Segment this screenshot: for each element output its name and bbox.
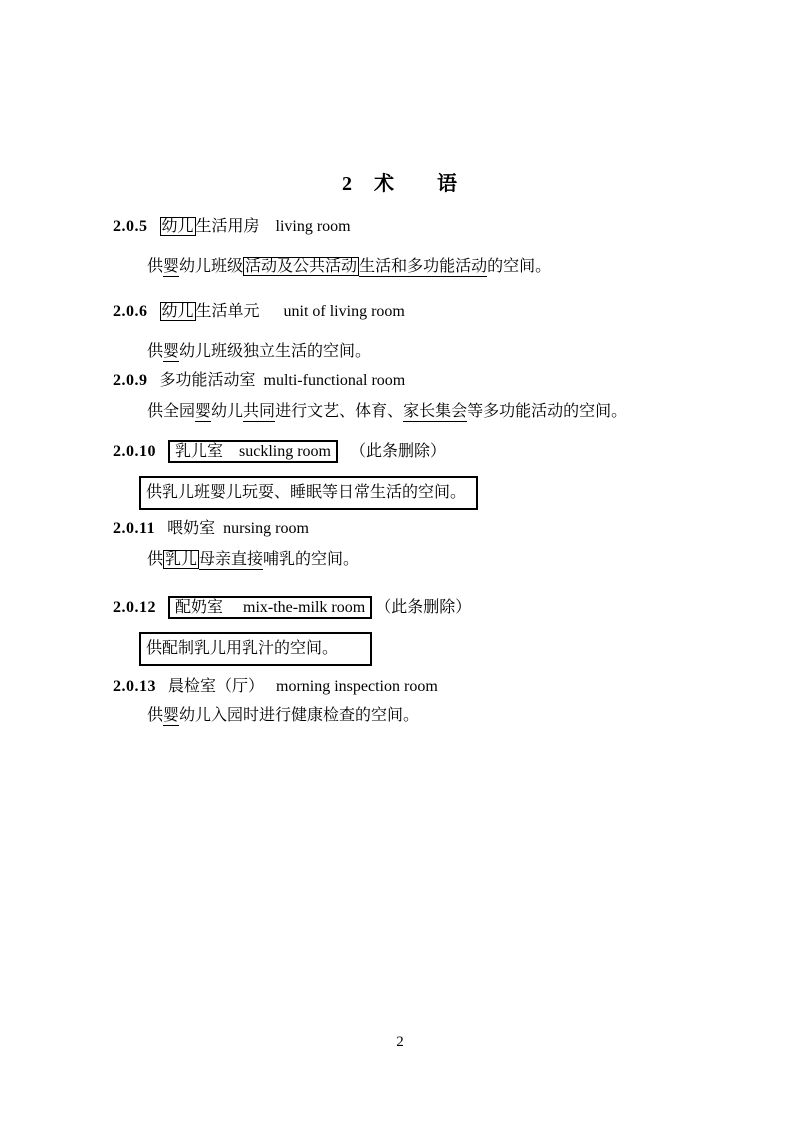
term-text: 喂奶室 nursing room: [167, 520, 309, 537]
term-section: [0, 299, 800, 365]
inserted-text: 共同: [243, 403, 276, 420]
definition-segment: 哺乳的空间。: [263, 551, 360, 568]
term-heading: [113, 439, 800, 465]
section-number: 2.0.9: [113, 372, 148, 389]
term-definition: [147, 547, 800, 573]
definition-segment: 供全园: [147, 403, 196, 420]
inserted-text: 婴: [195, 403, 212, 420]
deleted-definition-box: 供乳儿班婴儿玩耍、睡眠等日常生活的空间。: [139, 476, 478, 510]
definition-segment: 幼儿: [211, 403, 244, 420]
section-number: 2.0.13: [113, 678, 156, 695]
term-heading: [113, 595, 800, 621]
definition-segment: 等多功能活动的空间。: [467, 403, 628, 420]
term-definition: [147, 399, 800, 425]
term-heading: [113, 516, 800, 542]
section-number: 2.0.11: [113, 520, 156, 537]
section-number: 2.0.6: [113, 303, 148, 320]
term-definition: [147, 703, 800, 729]
definition-segment: 的空间。: [487, 258, 552, 275]
section-number: 2.0.12: [113, 599, 156, 616]
definition-segment: 供: [147, 707, 164, 724]
deletion-note: （此条删除）: [350, 443, 447, 460]
inserted-text: 婴: [163, 707, 180, 724]
term-section: [0, 595, 800, 666]
term-definition: [139, 476, 800, 510]
term-section: [0, 368, 800, 425]
term-section: [0, 516, 800, 573]
term-definition: [147, 254, 800, 280]
definition-segment: 幼儿班级: [179, 258, 244, 275]
section-number: 2.0.5: [113, 218, 148, 235]
term-section: [0, 214, 800, 280]
term-text: 生活单元 unit of living room: [195, 303, 405, 320]
page-number: 2: [396, 1034, 404, 1050]
deleted-term-box: 乳儿室 suckling room: [168, 440, 338, 463]
term-definition: [147, 339, 800, 365]
term-heading: [113, 299, 800, 325]
definition-segment: 幼儿班级独立生活的空间。: [179, 343, 372, 360]
deleted-term-box: 幼儿: [161, 303, 194, 320]
term-heading: [113, 368, 800, 394]
term-definition: [139, 632, 800, 666]
deleted-text-box: 活动及公共活动: [245, 258, 358, 275]
term-heading: [113, 214, 800, 240]
inserted-text: 婴: [163, 258, 180, 275]
term-heading: [113, 674, 800, 700]
deletion-note: （此条删除）: [375, 599, 472, 616]
deleted-definition-box: 供配制乳儿用乳汁的空间。: [139, 632, 372, 666]
term-text: 多功能活动室 multi-functional room: [159, 372, 406, 389]
deleted-text-box: 乳儿: [165, 551, 198, 568]
chapter-title: 2 术 语: [342, 173, 458, 195]
inserted-text: 生活和多功能活动: [359, 258, 488, 275]
definition-segment: 供: [147, 258, 164, 275]
section-number: 2.0.10: [113, 443, 156, 460]
definition-segment: 供: [147, 343, 164, 360]
definition-segment: 进行文艺、体育、: [275, 403, 404, 420]
term-text: 生活用房 living room: [195, 218, 351, 235]
definition-segment: 供: [147, 551, 164, 568]
definition-segment: 幼儿入园时进行健康检查的空间。: [179, 707, 420, 724]
deleted-term-box: 幼儿: [161, 218, 194, 235]
term-section: [0, 439, 800, 510]
deleted-term-box: 配奶室 mix-the-milk room: [168, 596, 372, 619]
term-text: 晨检室（厅） morning inspection room: [168, 678, 438, 695]
inserted-text: 母亲直接: [199, 551, 264, 568]
inserted-text: 婴: [163, 343, 180, 360]
term-section: [0, 674, 800, 729]
inserted-text: 家长集会: [403, 403, 468, 420]
